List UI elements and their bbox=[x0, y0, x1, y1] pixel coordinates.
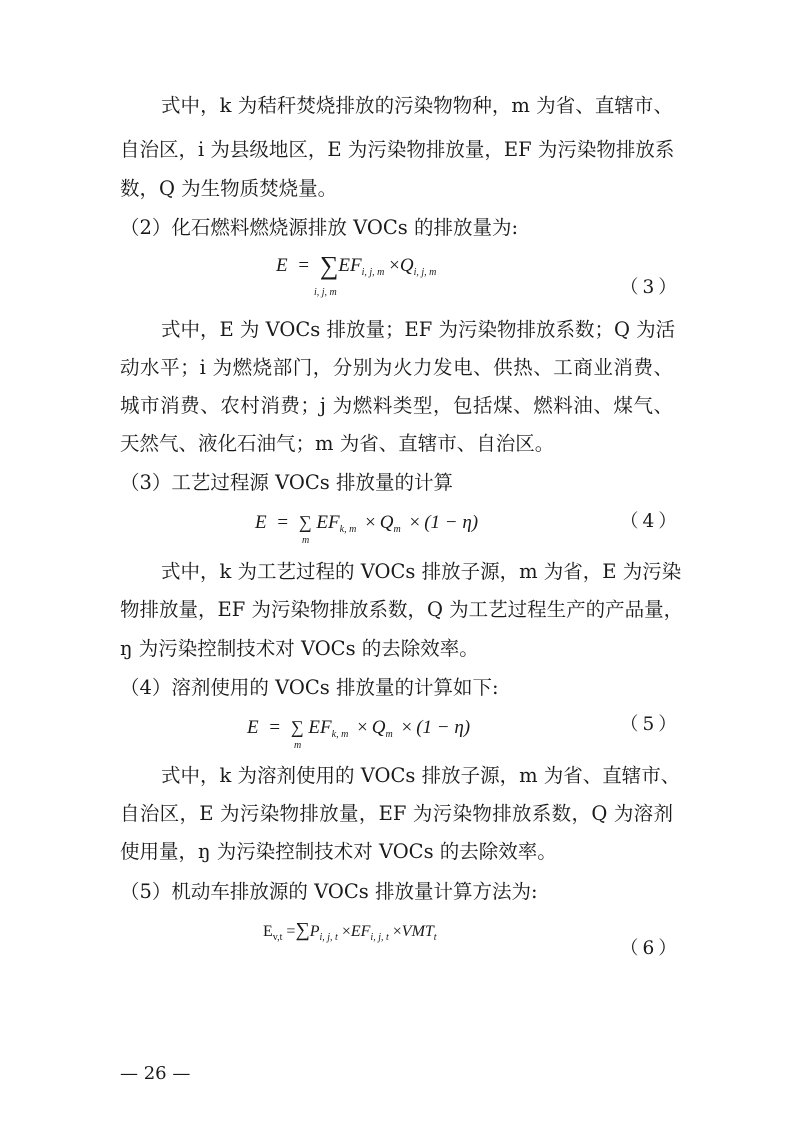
paragraph-burning-line-3: 数，Q 为生物质焚烧量。 bbox=[120, 177, 338, 200]
eq4-q-sub: m bbox=[393, 524, 401, 535]
eq6-vmt-sub: t bbox=[433, 932, 437, 943]
eq4-ef-sub: k, m bbox=[339, 524, 357, 535]
equation-3 bbox=[276, 251, 437, 298]
equation-4 bbox=[255, 510, 479, 546]
eq6-p: P bbox=[309, 923, 320, 940]
eq3-equals: = bbox=[298, 255, 310, 276]
eq4-q: Q bbox=[379, 512, 394, 533]
eq4-paren: (1 − η) bbox=[424, 512, 479, 533]
eq3-lhs: E bbox=[276, 255, 288, 276]
eq3-q-sub: i, j, m bbox=[413, 267, 437, 278]
eq5-q: Q bbox=[371, 717, 386, 738]
eq4-lhs: E bbox=[255, 512, 267, 533]
eq6-sum: ∑ bbox=[295, 919, 310, 941]
paragraph-process-line-1: 式中，k 为工艺过程的 VOCs 排放子源，m 为省，E 为污染 bbox=[161, 560, 682, 583]
eq5-ef-sub: k, m bbox=[331, 729, 349, 740]
eq6-ef: EF bbox=[350, 923, 371, 940]
eq5-paren: (1 − η) bbox=[416, 717, 471, 738]
eq6-lhs: E bbox=[263, 923, 273, 940]
equation-number-3: （3） bbox=[620, 277, 681, 298]
paragraph-fossil-line-1: 式中，E 为 VOCs 排放量；EF 为污染物排放系数；Q 为活 bbox=[161, 318, 676, 341]
eq3-ef: EF bbox=[338, 255, 362, 276]
eq6-times: × bbox=[341, 923, 351, 940]
equation-number-5: （5） bbox=[620, 714, 681, 735]
heading-solvent: （4）溶剂使用的 VOCs 排放量的计算如下: bbox=[120, 676, 499, 699]
eq6-vmt: VMT bbox=[401, 923, 434, 940]
page-number: — 26 — bbox=[120, 1063, 191, 1084]
paragraph-fossil-line-2: 动水平；i 为燃烧部门，分别为火力发电、供热、工商业消费、 bbox=[120, 356, 673, 379]
eq3-ef-sub: i, j, m bbox=[361, 267, 385, 278]
equation-6 bbox=[263, 918, 437, 950]
paragraph-solvent-line-1: 式中，k 为溶剂使用的 VOCs 排放子源，m 为省、直辖市、 bbox=[161, 764, 681, 787]
equation-5 bbox=[247, 715, 471, 751]
eq4-equals: = bbox=[277, 512, 289, 533]
eq4-sum-under: m bbox=[302, 535, 310, 546]
eq5-lhs: E bbox=[247, 717, 259, 738]
paragraph-solvent-line-3: 使用量，ŋ 为污染控制技术对 VOCs 的去除效率。 bbox=[120, 840, 557, 863]
eq5-times-2: × bbox=[401, 717, 413, 738]
eq4-times-2: × bbox=[409, 512, 421, 533]
heading-fossil: （2）化石燃料燃烧源排放 VOCs 的排放量为: bbox=[120, 216, 519, 239]
eq6-times-2: × bbox=[392, 923, 402, 940]
paragraph-fossil-line-4: 天然气、液化石油气；m 为省、直辖市、自治区。 bbox=[120, 432, 555, 455]
eq4-sum: ∑ bbox=[298, 512, 312, 532]
eq6-lhs-sub: v,t bbox=[272, 932, 283, 943]
eq3-sum: ∑ bbox=[319, 251, 339, 280]
eq5-sum-under: m bbox=[294, 740, 302, 751]
eq3-q: Q bbox=[399, 255, 414, 276]
paragraph-process-line-2: 物排放量，EF 为污染物排放系数，Q 为工艺过程生产的产品量， bbox=[120, 598, 684, 621]
paragraph-fossil-line-3: 城市消费、农村消费；j 为燃料类型，包括煤、燃料油、煤气、 bbox=[120, 394, 673, 417]
eq5-sum: ∑ bbox=[290, 717, 304, 737]
eq4-ef: EF bbox=[316, 512, 340, 533]
equation-number-4: （4） bbox=[620, 511, 681, 532]
paragraph-burning-line-2: 自治区，i 为县级地区，E 为污染物排放量，EF 为污染物排放系 bbox=[120, 138, 675, 161]
paragraph-burning-line-1: 式中，k 为秸秆焚烧排放的污染物物种，m 为省、直辖市、 bbox=[161, 94, 673, 117]
heading-process: （3）工艺过程源 VOCs 排放量的计算 bbox=[120, 471, 453, 494]
eq4-times: × bbox=[365, 512, 376, 533]
eq6-equals: = bbox=[286, 923, 296, 940]
eq3-sum-under: i, j, m bbox=[314, 287, 337, 298]
eq5-ef: EF bbox=[308, 717, 332, 738]
eq3-times: × bbox=[389, 255, 400, 276]
paragraph-process-line-3: ŋ 为污染控制技术对 VOCs 的去除效率。 bbox=[120, 637, 479, 660]
paragraph-solvent-line-2: 自治区，E 为污染物排放量，EF 为污染物排放系数，Q 为溶剂 bbox=[120, 802, 673, 825]
eq5-times: × bbox=[357, 717, 368, 738]
heading-vehicle: （5）机动车排放源的 VOCs 排放量计算方法为: bbox=[120, 880, 538, 903]
eq5-q-sub: m bbox=[385, 729, 393, 740]
equation-number-6: （6） bbox=[620, 938, 681, 959]
eq5-equals: = bbox=[269, 717, 281, 738]
eq6-ef-sub: i, j, t bbox=[370, 932, 389, 943]
eq6-p-sub: i, j, t bbox=[319, 932, 338, 943]
